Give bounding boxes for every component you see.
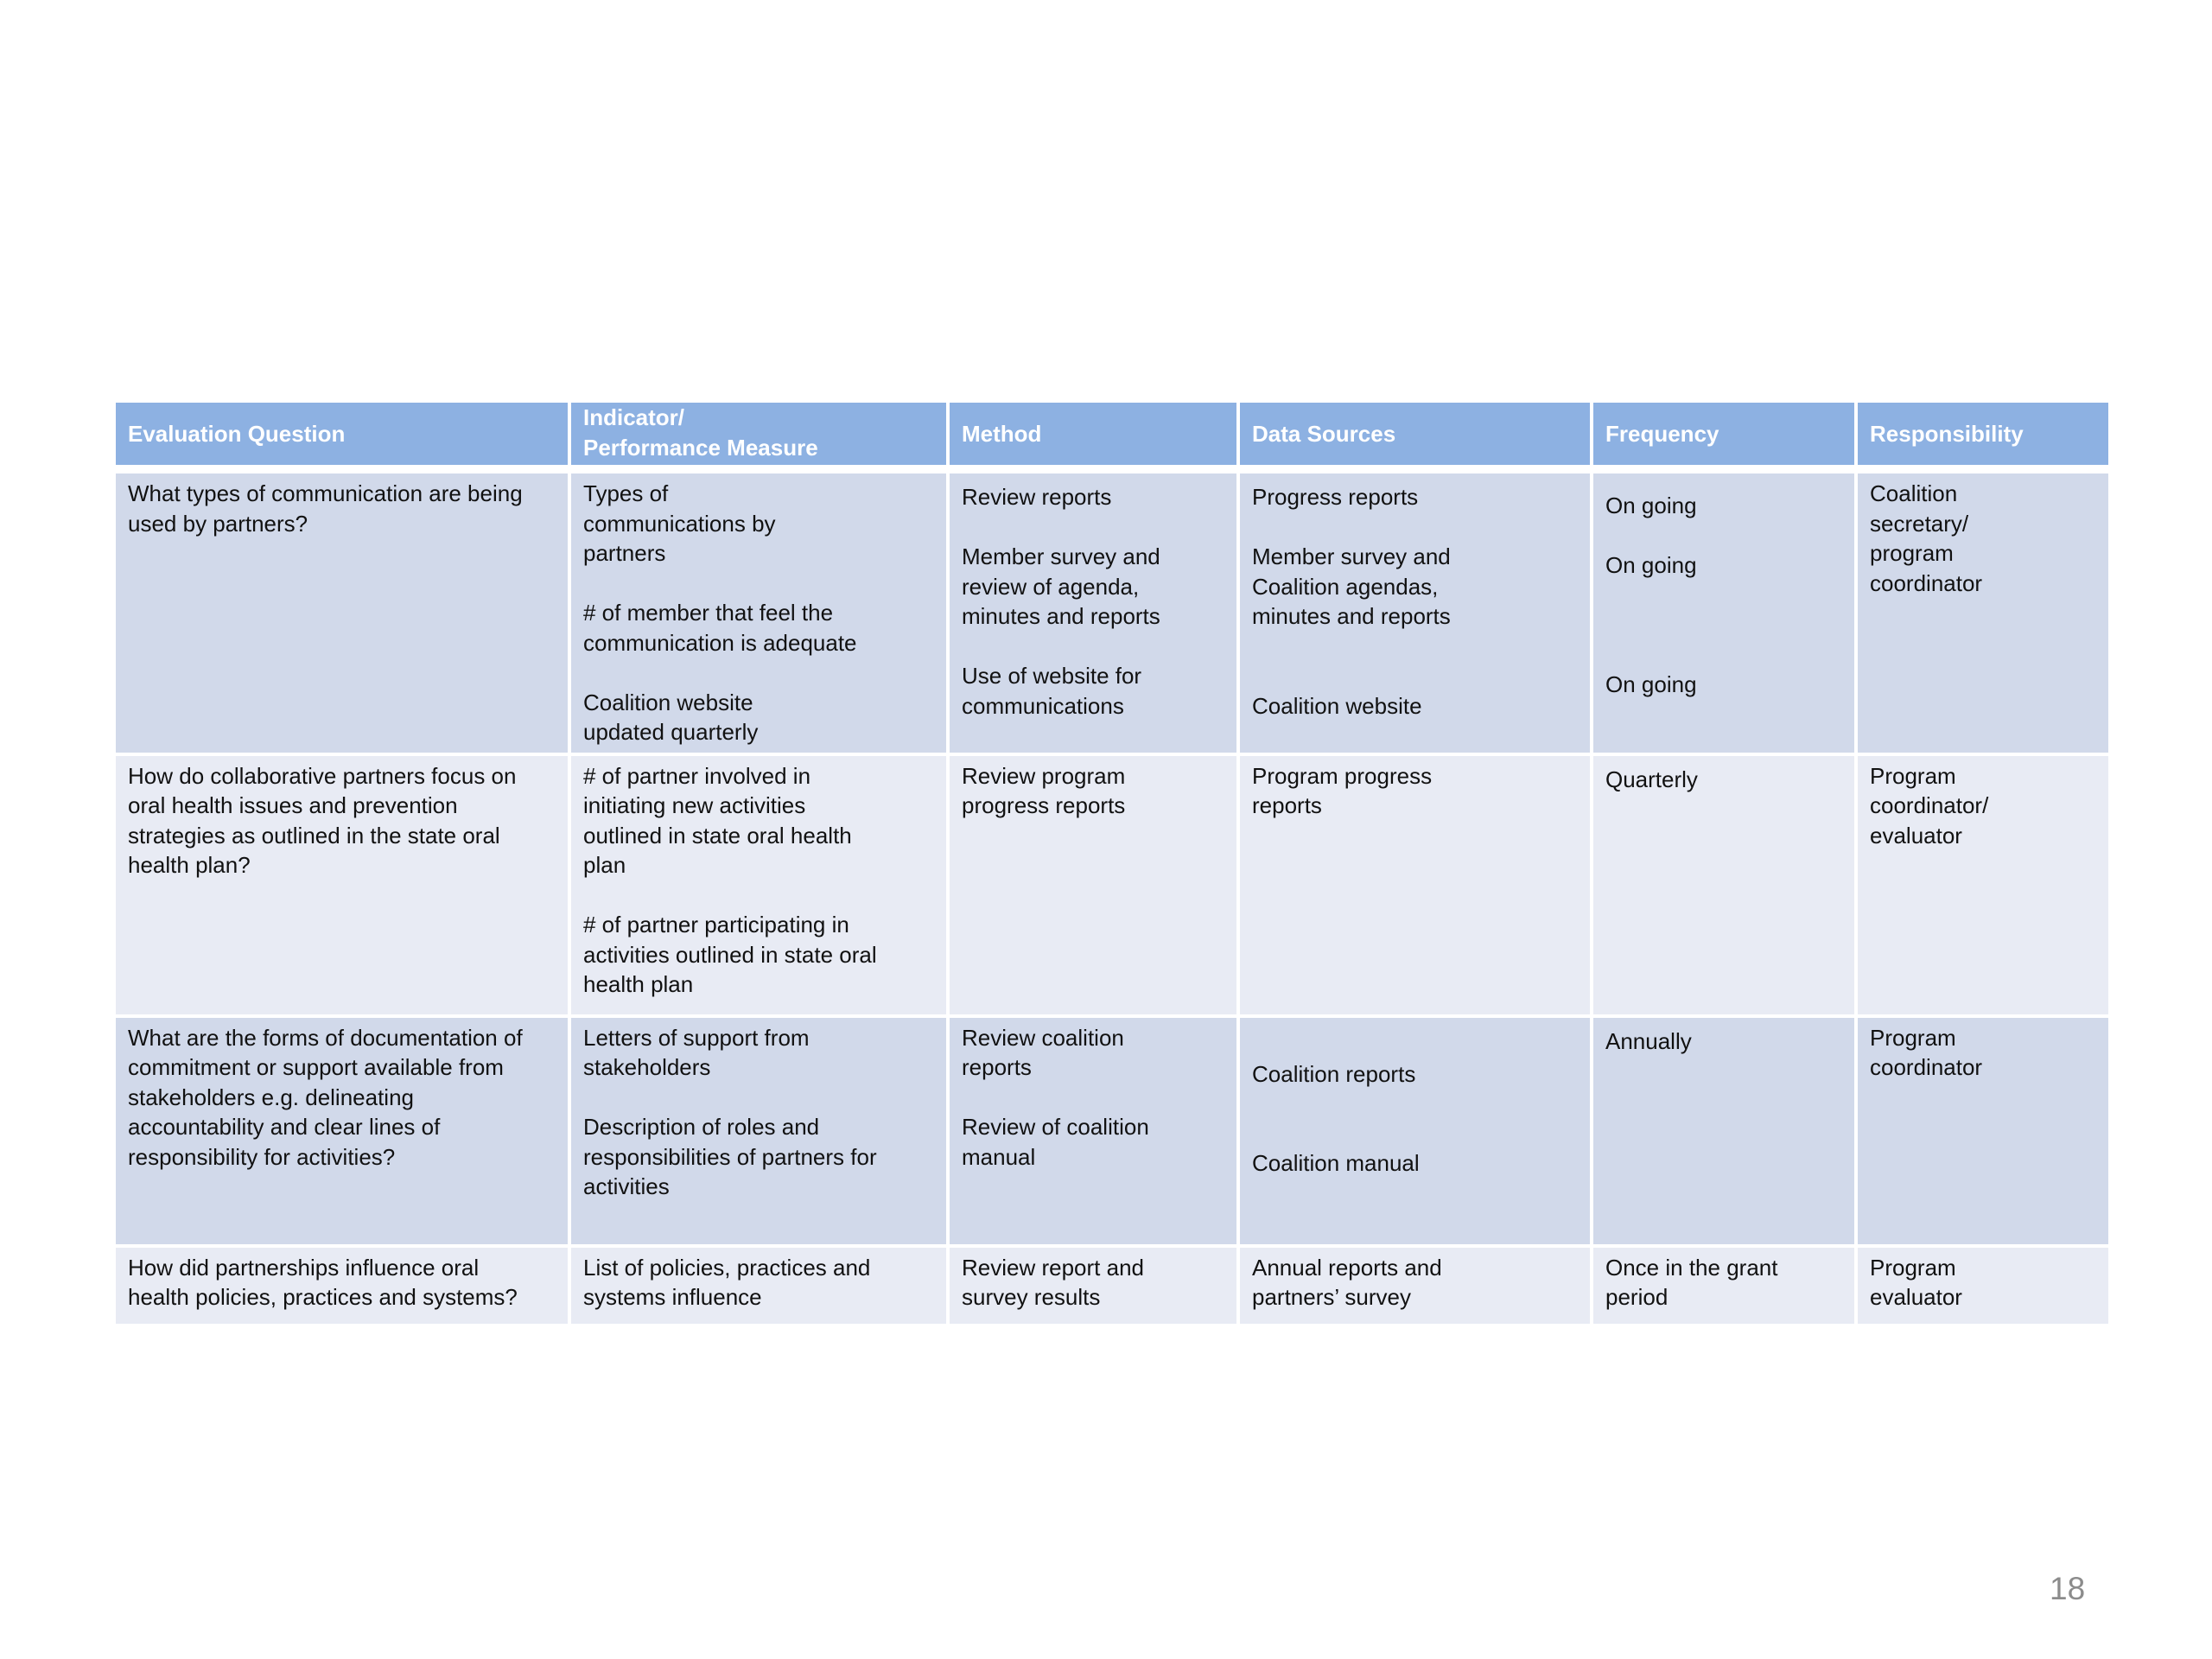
- frequency-text: On going: [1605, 671, 1697, 697]
- responsibility-text: Coalition secretary/ program coordinator: [1870, 480, 1983, 596]
- indicator-text: List of policies, practices and systems influence: [583, 1254, 871, 1310]
- table-row: [114, 754, 2110, 1016]
- cell-question: [114, 1246, 569, 1325]
- cell-indicator: [569, 469, 948, 754]
- frequency-text: Quarterly: [1605, 766, 1698, 792]
- cell-frequency: [1592, 1016, 1856, 1246]
- indicator-text: Types of communications by partners: [583, 480, 776, 566]
- cell-frequency: [1592, 754, 1856, 1016]
- method-text: Review program progress reports: [962, 762, 1126, 818]
- page-number: 18: [2050, 1571, 2086, 1606]
- header-indicator: Indicator/ Performance Measure: [569, 401, 948, 469]
- indicator-text: # of member that feel the communication is adequate: [583, 600, 857, 656]
- cell-data-sources: [1238, 754, 1592, 1016]
- responsibility-text: Program coordinator/ evaluator: [1870, 762, 1989, 849]
- data-source-text: Coalition reports: [1252, 1060, 1416, 1087]
- frequency-text: On going: [1605, 551, 1697, 578]
- indicator-text: # of partner involved in initiating new activities outlined in state oral health plan: [583, 762, 852, 878]
- method-text: Use of website for communications: [962, 663, 1142, 719]
- header-data-sources: Data Sources: [1238, 401, 1592, 469]
- cell-question: [114, 1016, 569, 1246]
- cell-responsibility: [1856, 1246, 2110, 1325]
- cell-data-sources: [1238, 469, 1592, 754]
- method-text: Review reports: [962, 484, 1112, 510]
- responsibility-text: Program evaluator: [1870, 1254, 1962, 1310]
- cell-method: [948, 754, 1238, 1016]
- header-frequency: Frequency: [1592, 401, 1856, 469]
- indicator-text: Description of roles and responsibilities of partners for activities: [583, 1114, 877, 1199]
- frequency-text: Once in the grant period: [1605, 1254, 1778, 1310]
- data-source-text: Annual reports and partners’ survey: [1252, 1254, 1442, 1310]
- data-source-text: Coalition manual: [1252, 1150, 1420, 1176]
- indicator-text: # of partner participating in activities outlined in state oral health plan: [583, 912, 877, 997]
- cell-responsibility: [1856, 1016, 2110, 1246]
- cell-indicator: [569, 754, 948, 1016]
- cell-indicator: [569, 1246, 948, 1325]
- table-row: [114, 1246, 2110, 1325]
- cell-method: [948, 1016, 1238, 1246]
- indicator-text: Letters of support from stakeholders: [583, 1024, 810, 1080]
- method-text: Review coalition reports: [962, 1024, 1124, 1080]
- data-source-text: Coalition website: [1252, 692, 1422, 719]
- cell-method: [948, 1246, 1238, 1325]
- indicator-text: Coalition website updated quarterly: [583, 689, 759, 745]
- frequency-text: Annually: [1605, 1027, 1692, 1054]
- cell-frequency: [1592, 1246, 1856, 1325]
- data-source-text: Member survey and Coalition agendas, minutes and reports: [1252, 543, 1451, 629]
- responsibility-text: Program coordinator: [1870, 1024, 1983, 1080]
- cell-responsibility: [1856, 754, 2110, 1016]
- question-text: What types of communication are being used by partners?: [128, 480, 523, 537]
- cell-indicator: [569, 1016, 948, 1246]
- cell-question: [114, 469, 569, 754]
- frequency-text: On going: [1605, 493, 1697, 518]
- data-source-text: Progress reports: [1252, 484, 1419, 510]
- cell-data-sources: [1238, 1016, 1592, 1246]
- question-text: What are the forms of documentation of commitment or support available from stakeholders e.g. delineating accountability and clear lines of responsibility for activities?: [128, 1024, 523, 1170]
- method-text: Review report and survey results: [962, 1254, 1144, 1310]
- table-row: [114, 1016, 2110, 1246]
- data-source-text: Program progress reports: [1252, 762, 1433, 818]
- method-text: Review of coalition manual: [962, 1114, 1149, 1170]
- table-row: [114, 469, 2110, 754]
- cell-method: [948, 469, 1238, 754]
- header-responsibility: Responsibility: [1856, 401, 2110, 469]
- cell-question: [114, 754, 569, 1016]
- question-text: How do collaborative partners focus on oral health issues and prevention strategies as outlined in the state oral health plan?: [128, 762, 517, 878]
- evaluation-table: [112, 399, 2112, 1327]
- table-header-row: [114, 401, 2110, 469]
- cell-responsibility: [1856, 469, 2110, 754]
- question-text: How did partnerships influence oral health policies, practices and systems?: [128, 1254, 518, 1310]
- header-method: Method: [948, 401, 1238, 469]
- cell-frequency: [1592, 469, 1856, 754]
- cell-data-sources: [1238, 1246, 1592, 1325]
- method-text: Member survey and review of agenda, minutes and reports: [962, 543, 1160, 629]
- header-evaluation-question: Evaluation Question: [114, 401, 569, 469]
